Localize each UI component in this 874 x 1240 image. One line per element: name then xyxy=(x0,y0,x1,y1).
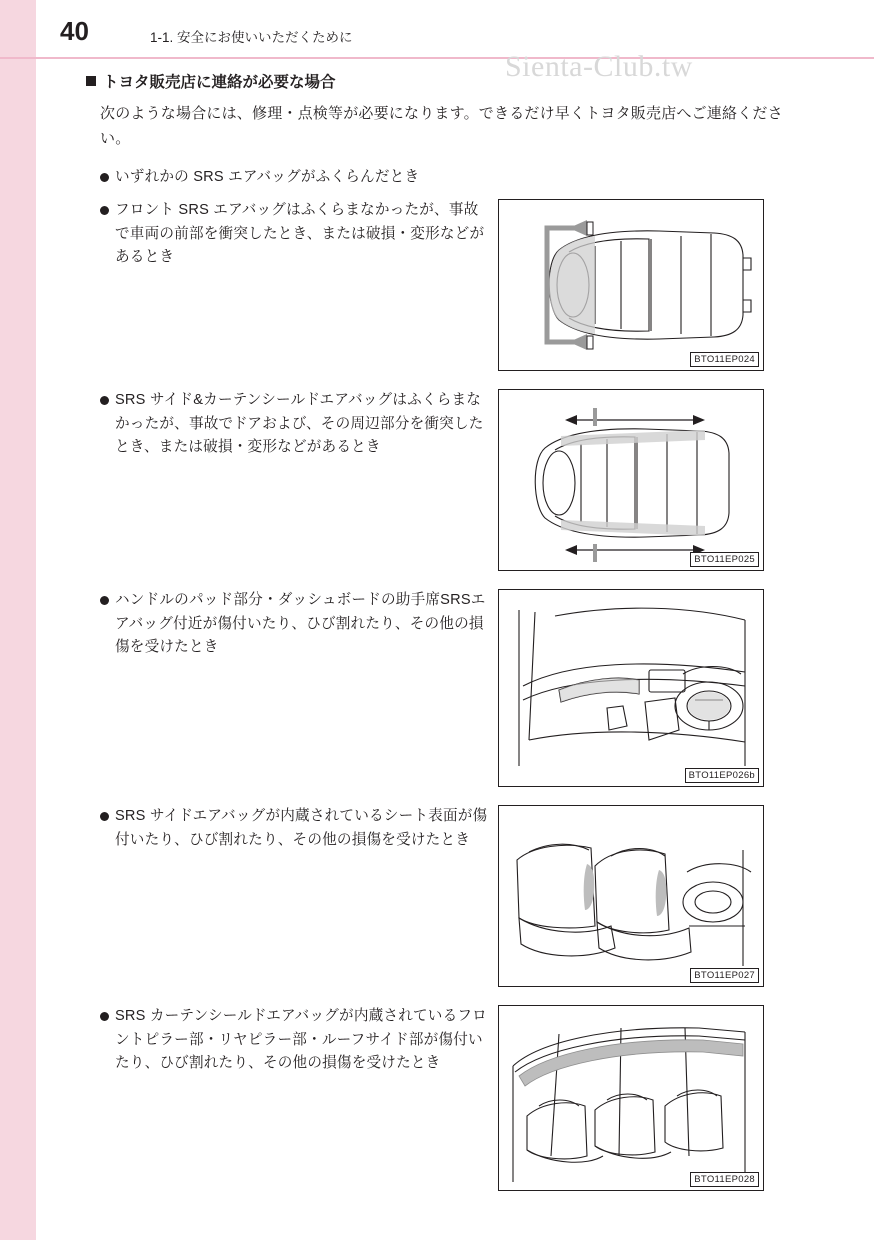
dashboard-illustration xyxy=(499,590,763,786)
round-bullet-icon xyxy=(100,206,109,215)
list-item xyxy=(100,589,786,787)
figure-code: BTO11EP026b xyxy=(685,768,759,783)
figure-seat-side-airbag xyxy=(498,805,764,987)
figure-code: BTO11EP025 xyxy=(690,552,759,567)
round-bullet-icon xyxy=(100,596,109,605)
watermark: Sienta-Club.tw xyxy=(505,50,693,83)
car-top-view-front-illustration xyxy=(499,200,763,370)
figure-curtain-shield-airbag xyxy=(498,1005,764,1191)
round-bullet-icon xyxy=(100,396,109,405)
page-number: 40 xyxy=(60,16,89,46)
list-item-label: ハンドルのパッド部分・ダッシュボードの助手席SRSエアバッグ付近が傷付いたり、ひび割れたり、その他の損傷を受けたとき xyxy=(115,592,486,656)
figure-code: BTO11EP028 xyxy=(690,1172,759,1187)
section-title xyxy=(86,70,786,92)
page-header xyxy=(36,0,874,58)
round-bullet-icon xyxy=(100,1012,109,1021)
list-item xyxy=(100,389,786,571)
section-lead-text: 次のような場合には、修理・点検等が必要になります。できるだけ早くトヨタ販売店へご連絡ください。 xyxy=(100,105,783,147)
seats-illustration xyxy=(499,806,763,986)
list-item xyxy=(100,1005,786,1191)
section-title-text: トヨタ販売店に連絡が必要な場合 xyxy=(103,74,336,91)
figure-side-impact xyxy=(498,389,764,571)
list-item xyxy=(100,199,786,371)
left-margin-bar xyxy=(0,0,36,1240)
header-divider xyxy=(0,57,874,59)
list-item xyxy=(100,166,786,190)
figure-front-impact xyxy=(498,199,764,371)
section-breadcrumb: 1-1. 安全にお使いいただくために xyxy=(150,30,353,45)
list-item-label: SRS サイドエアバッグが内蔵されているシート表面が傷付いたり、ひび割れたり、その他の損傷を受けたとき xyxy=(115,808,488,848)
figure-dashboard xyxy=(498,589,764,787)
round-bullet-icon xyxy=(100,173,109,182)
list-item xyxy=(100,805,786,987)
list-item-label: SRS カーテンシールドエアバッグが内蔵されているフロントピラー部・リヤピラー部・ルーフサイド部が傷付いたり、ひび割れたり、その他の損傷を受けたとき xyxy=(115,1008,487,1072)
cabin-interior-illustration xyxy=(499,1006,763,1190)
list-item-label: フロント SRS エアバッグはふくらまなかったが、事故で車両の前部を衝突したとき、または破損・変形などがあるとき xyxy=(115,202,485,266)
round-bullet-icon xyxy=(100,812,109,821)
list-item-label: SRS サイド&カーテンシールドエアバッグはふくらまなかったが、事故でドアおよび、その周辺部分を衝突したとき、または破損・変形などがあるとき xyxy=(115,392,484,456)
car-top-view-side-illustration xyxy=(499,390,763,570)
list-item-label: いずれかの SRS エアバッグがふくらんだとき xyxy=(115,168,420,185)
square-bullet-icon xyxy=(86,76,96,86)
page-content xyxy=(86,70,786,1191)
figure-code: BTO11EP027 xyxy=(690,968,759,983)
figure-code: BTO11EP024 xyxy=(690,352,759,367)
